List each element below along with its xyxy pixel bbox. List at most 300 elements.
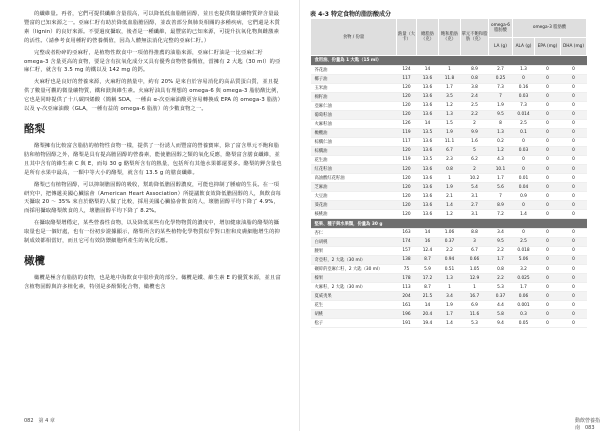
section-heading-olive: 橄欖 <box>24 254 45 267</box>
value-cell: 13.6 <box>417 101 439 110</box>
value-cell: 0 <box>561 274 587 283</box>
table-row <box>311 274 587 283</box>
value-cell: 0 <box>561 174 587 183</box>
value-cell: 1 <box>461 283 489 292</box>
value-cell: 120 <box>397 92 417 101</box>
value-cell: 0 <box>561 101 587 110</box>
food-name-cell: 杏仁 <box>311 228 397 237</box>
value-cell: 14 <box>417 301 439 310</box>
value-cell: 16 <box>417 237 439 246</box>
value-cell: 0.05 <box>513 319 535 328</box>
value-cell: 138 <box>397 255 417 264</box>
value-cell: 0 <box>561 119 587 128</box>
value-cell: 0.03 <box>513 146 535 155</box>
value-cell: 11.8 <box>439 74 461 83</box>
value-cell: 120 <box>397 174 417 183</box>
value-cell: 0 <box>535 301 561 310</box>
value-cell: 0 <box>561 110 587 119</box>
table-title: 表 4-3 特定食物的脂肪酸成分 <box>310 11 392 18</box>
table-row <box>311 319 587 328</box>
value-cell: 1.3 <box>439 110 461 119</box>
value-cell: 3.1 <box>461 210 489 219</box>
value-cell: 0 <box>535 264 561 273</box>
value-cell: 0.3 <box>513 310 535 319</box>
value-cell: 0.37 <box>489 292 513 301</box>
value-cell: 3.5 <box>439 92 461 101</box>
value-cell: 204 <box>397 292 417 301</box>
value-cell: 120 <box>397 83 417 92</box>
value-cell: 120 <box>397 183 417 192</box>
value-cell: 14 <box>417 65 439 74</box>
value-cell: 13.6 <box>417 74 439 83</box>
value-cell: 1.9 <box>439 301 461 310</box>
value-cell: 126 <box>397 119 417 128</box>
value-cell: 8.7 <box>417 255 439 264</box>
value-cell: 120 <box>397 210 417 219</box>
value-cell: 157 <box>397 246 417 255</box>
value-cell: 0 <box>513 137 535 146</box>
value-cell: 1 <box>439 174 461 183</box>
food-name-cell: 大豆油 <box>311 192 397 201</box>
food-name-cell: 橄欖油 <box>311 128 397 137</box>
value-cell: 0 <box>535 155 561 164</box>
value-cell: 13.6 <box>417 165 439 174</box>
paragraph: 完整或者粉碎的亞麻籽，是植物性飲食中一項值得推薦的油脂來源，亞麻仁籽油是一比亞麻仁籽 omega-3 含量更高的食物，要是含有抗氧化成分又具有優秀食物營養價值，當擁有 2 大匙（30 ml）的亞麻仁籽，就含有 3.5 mg 的鐵以及 142 mg 的鈣。 <box>24 49 281 74</box>
table-row <box>311 92 587 101</box>
value-cell: 17.2 <box>417 274 439 283</box>
value-cell: 0.51 <box>439 264 461 273</box>
value-cell: 124 <box>397 65 417 74</box>
value-cell: 5.6 <box>489 183 513 192</box>
value-cell: 3.1 <box>461 192 489 201</box>
value-cell: 1.4 <box>439 319 461 328</box>
value-cell: 0 <box>561 128 587 137</box>
value-cell: 0 <box>535 137 561 146</box>
value-cell: 0 <box>535 283 561 292</box>
table-section-header <box>311 219 587 229</box>
value-cell: 12.9 <box>461 274 489 283</box>
value-cell: 0.04 <box>513 183 535 192</box>
value-cell: 5.3 <box>489 283 513 292</box>
table-row <box>311 210 587 219</box>
value-cell: 0 <box>561 283 587 292</box>
left-text-column <box>24 10 284 295</box>
value-cell: 0.06 <box>513 292 535 301</box>
value-cell: 0 <box>513 201 535 210</box>
value-cell: 0 <box>535 310 561 319</box>
value-cell: 13.6 <box>417 174 439 183</box>
table-row <box>311 192 587 201</box>
paragraph: 橄欖是極含有脂肪的食物，也是地中海飲食中很珍貴的部分。橄欖是鐵、維生素 E 的優質來源，並且富含植物固醇與許多植化素，特別是多酚類化合物，橄欖也含 <box>24 274 281 290</box>
value-cell: 1.5 <box>439 119 461 128</box>
paragraph: 酪梨擁有比較富含脂肪的植物性食物一樣，提供了一份誘人而豐富的營養寶庫，除了富含單元不飽和脂肪和植物固醇之外，酪梨是具有提高膽固醇的營養素，能使膽固醇之類的氧化反應，酪梨富含膳食纖維，並且其中含有的維生素 C 與 E，而每 30 g 酪梨所含有的熱量，包括所有其他水果都還要多。酪梨的鉀含量也是所有水果中最高，一顆中等大小的酪梨，就含有 13.5 g 的膳食纖維。 <box>24 142 282 176</box>
value-cell: 0 <box>561 155 587 164</box>
value-cell: 0 <box>561 301 587 310</box>
value-cell: 0 <box>561 65 587 74</box>
value-cell: 11.6 <box>461 310 489 319</box>
header-epa: EPA (mg) <box>535 37 561 56</box>
value-cell: 7 <box>489 192 513 201</box>
value-cell: 7.3 <box>489 83 513 92</box>
value-cell: 117 <box>397 74 417 83</box>
table-row <box>311 264 587 273</box>
value-cell: 5.8 <box>489 310 513 319</box>
page-number-right: 動飲營養指南 083 <box>575 418 600 431</box>
table-row <box>311 301 587 310</box>
paragraph: 酪梨已有植物固醇，可以抑制膽固醇的吸收，幫助降低膽固醇濃度，可能也抑制了腫瘤的生長。在一項研究中，把傳遞美國心臟協會（American Heart Association）所提議飲食效降低膽固醇的人，與飲食每天攝取 20 〜 35% 來自於酪梨的人做了比較，採用美國心臟協會飲食的人，壞膽固醇平均下降了 4.9%，而採用攝取酪梨飲食的人，壞膽固醇平均下降了 8.2%。 <box>24 181 282 215</box>
value-cell: 16.7 <box>461 292 489 301</box>
value-cell: 0 <box>513 74 535 83</box>
food-name-cell: 胡桃 <box>311 310 397 319</box>
header-energy: 熱量（大卡） <box>397 19 417 56</box>
value-cell: 0 <box>561 201 587 210</box>
food-name-cell: 玉米油 <box>311 83 397 92</box>
food-name-cell: 火麻籽，2 大匙（30 ml） <box>311 283 397 292</box>
value-cell: 174 <box>397 237 417 246</box>
value-cell: 0 <box>535 246 561 255</box>
value-cell: 5.06 <box>513 255 535 264</box>
value-cell: 7.3 <box>513 101 535 110</box>
value-cell: 0 <box>561 92 587 101</box>
value-cell: 119 <box>397 128 417 137</box>
value-cell: 13.6 <box>417 210 439 219</box>
value-cell: 0 <box>535 146 561 155</box>
value-cell: 12.4 <box>417 246 439 255</box>
value-cell: 0.018 <box>513 246 535 255</box>
value-cell: 0 <box>561 192 587 201</box>
value-cell: 0 <box>561 137 587 146</box>
table-row <box>311 228 587 237</box>
value-cell: 0 <box>561 319 587 328</box>
value-cell: 1.05 <box>461 264 489 273</box>
value-cell: 0 <box>513 155 535 164</box>
value-cell: 1.06 <box>439 228 461 237</box>
value-cell: 196 <box>397 310 417 319</box>
right-page <box>300 0 600 431</box>
food-name-cell: 火麻籽油 <box>311 119 397 128</box>
value-cell: 13.6 <box>417 192 439 201</box>
paragraph: 火麻籽也是良好的營養來源，火麻籽的熱量中，約有 20% 是來自於容易消化的高品質蛋白質，並且提供了數量可觀的微量礦物質，鐵和鎂與維生素。火麻籽油具有理想的 omega-6 與 omega-3 脂肪酸比例，它也是同時提供了十八碳四烯酸（簡稱 SDA，一種由 α-次亞麻油酸更容易轉換成 EPA 的 omega-3 脂肪）以及 γ-次亞麻油酸（GLA，一種有益的 omega-6 脂肪）的少數食物之一。 <box>24 79 284 113</box>
value-cell: 9.9 <box>461 128 489 137</box>
value-cell: 0 <box>513 228 535 237</box>
value-cell: 0 <box>535 228 561 237</box>
value-cell: 0 <box>561 264 587 273</box>
fatty-acid-table <box>310 18 586 328</box>
value-cell: 178 <box>397 274 417 283</box>
food-name-cell: 葡萄籽油 <box>311 110 397 119</box>
value-cell: 0 <box>535 92 561 101</box>
value-cell: 3.4 <box>439 292 461 301</box>
value-cell: 8.9 <box>489 201 513 210</box>
food-name-cell: 椰子油 <box>311 74 397 83</box>
value-cell: 3.4 <box>489 228 513 237</box>
food-name-cell: 核桃油 <box>311 210 397 219</box>
table-row <box>311 128 587 137</box>
value-cell: 20.4 <box>417 310 439 319</box>
paragraph: 在攝取酪梨增穩定，某些營養性食物，以及降低某些有化學物物質的濃度中，增加健康油脂的酪梨的攝取量也是一個好處，也有一份初步證據顯示，酪梨所含的某些植物化學物質似乎對口腔和皮膚細胞增生的抑制成效都相當好，而且它可有效防禦細胞所產生的氧化反應。 <box>24 220 281 245</box>
value-cell: 13.6 <box>417 83 439 92</box>
table-row <box>311 255 587 264</box>
value-cell: 13.6 <box>417 137 439 146</box>
value-cell: 0 <box>561 83 587 92</box>
value-cell: 0 <box>513 165 535 174</box>
value-cell: 0 <box>535 210 561 219</box>
value-cell: 8.8 <box>461 228 489 237</box>
value-cell: 120 <box>397 201 417 210</box>
value-cell: 0 <box>535 165 561 174</box>
value-cell: 0 <box>561 210 587 219</box>
value-cell: 21.5 <box>417 292 439 301</box>
value-cell: 2.5 <box>513 119 535 128</box>
header-ala: ALA (g) <box>513 37 535 56</box>
value-cell: 0 <box>535 83 561 92</box>
table-row <box>311 310 587 319</box>
table-row <box>311 183 587 192</box>
value-cell: 0.66 <box>461 255 489 264</box>
value-cell: 120 <box>397 165 417 174</box>
value-cell: 2.5 <box>461 101 489 110</box>
value-cell: 0 <box>535 292 561 301</box>
value-cell: 1.9 <box>439 183 461 192</box>
value-cell: 13.5 <box>417 155 439 164</box>
food-name-cell: 葵花油 <box>311 201 397 210</box>
value-cell: 0 <box>561 74 587 83</box>
value-cell: 0.014 <box>513 110 535 119</box>
value-cell: 2.2 <box>439 246 461 255</box>
value-cell: 0 <box>561 310 587 319</box>
food-name-cell: 榛果 <box>311 274 397 283</box>
value-cell: 7 <box>489 92 513 101</box>
value-cell: 2.2 <box>461 110 489 119</box>
food-name-cell: 棕櫚油 <box>311 146 397 155</box>
value-cell: 2 <box>461 165 489 174</box>
value-cell: 0 <box>535 65 561 74</box>
table-row <box>311 201 587 210</box>
value-cell: 8.7 <box>417 283 439 292</box>
value-cell: 5.9 <box>417 264 439 273</box>
value-cell: 1.2 <box>439 101 461 110</box>
value-cell: 1.2 <box>489 146 513 155</box>
header-omega3: omega-3 脂肪酸 <box>513 19 587 38</box>
value-cell: 0.8 <box>461 74 489 83</box>
value-cell: 6.7 <box>439 146 461 155</box>
section-title: 食用油、份量為 1 大匙（15 ml） <box>311 56 587 66</box>
food-name-cell: 碾碎的亞麻仁籽，2 大匙（30 ml） <box>311 264 397 273</box>
value-cell: 10.1 <box>489 165 513 174</box>
value-cell: 1.4 <box>439 201 461 210</box>
value-cell: 0.2 <box>489 137 513 146</box>
value-cell: 113 <box>397 283 417 292</box>
value-cell: 1.3 <box>489 128 513 137</box>
value-cell: 1 <box>439 283 461 292</box>
value-cell: 1.9 <box>439 128 461 137</box>
value-cell: 13.5 <box>417 128 439 137</box>
value-cell: 14 <box>417 119 439 128</box>
value-cell: 3 <box>461 237 489 246</box>
value-cell: 2.4 <box>461 92 489 101</box>
value-cell: 10.2 <box>461 174 489 183</box>
header-la: LA (g) <box>489 37 513 56</box>
value-cell: 13.6 <box>417 92 439 101</box>
value-cell: 75 <box>397 264 417 273</box>
value-cell: 0.1 <box>513 128 535 137</box>
value-cell: 1.2 <box>439 210 461 219</box>
table-row <box>311 292 587 301</box>
value-cell: 4.4 <box>489 301 513 310</box>
value-cell: 0 <box>535 183 561 192</box>
table-row <box>311 110 587 119</box>
header-food: 食物 / 份量 <box>311 19 397 56</box>
value-cell: 0 <box>561 237 587 246</box>
value-cell: 8 <box>489 119 513 128</box>
value-cell: 1.3 <box>513 65 535 74</box>
table-row <box>311 74 587 83</box>
value-cell: 9.5 <box>489 110 513 119</box>
value-cell: 1.7 <box>489 255 513 264</box>
value-cell: 0 <box>561 228 587 237</box>
value-cell: 0 <box>535 119 561 128</box>
value-cell: 5 <box>461 146 489 155</box>
value-cell: 0 <box>535 201 561 210</box>
food-name-cell: 夏威夷果 <box>311 292 397 301</box>
value-cell: 5.3 <box>461 319 489 328</box>
header-saturated-fat: 飽和脂肪（克） <box>439 19 461 56</box>
value-cell: 2 <box>461 119 489 128</box>
value-cell: 6.7 <box>461 246 489 255</box>
table-row <box>311 283 587 292</box>
value-cell: 120 <box>397 146 417 155</box>
table-row <box>311 246 587 255</box>
header-mufa: 單元不飽和脂肪（克） <box>461 19 489 56</box>
value-cell: 6.2 <box>461 155 489 164</box>
value-cell: 0.8 <box>489 264 513 273</box>
value-cell: 2.5 <box>513 237 535 246</box>
value-cell: 13.6 <box>417 201 439 210</box>
table-row <box>311 119 587 128</box>
value-cell: 0 <box>535 110 561 119</box>
value-cell: 1.4 <box>513 210 535 219</box>
value-cell: 0 <box>561 292 587 301</box>
table-row <box>311 155 587 164</box>
value-cell: 163 <box>397 228 417 237</box>
value-cell: 3.2 <box>513 264 535 273</box>
food-name-cell: 棕櫚仁油 <box>311 137 397 146</box>
value-cell: 0 <box>561 146 587 155</box>
table-row <box>311 146 587 155</box>
food-name-cell: 白胡桃 <box>311 237 397 246</box>
food-name-cell: 芝麻油 <box>311 183 397 192</box>
value-cell: 8.9 <box>461 65 489 74</box>
table-row <box>311 174 587 183</box>
value-cell: 1 <box>439 65 461 74</box>
paragraph: 的纖維量。再者，它們可提供纖維含量很高，可以降低低血脂膽固醇，並且也提供微量礦物質鋅含量最豐富的已知來源之一。亞麻仁籽有助於降低血脂膽固醇，並改善部分與肺炎相關的多種疾病，它們還是木質素（lignin）的良好來源。不要過度攝取，後者是一種纖維，最豐富的已知來源，可提升抗氧化物與雌激素的活性。（請參考食用種籽的營養價值，因為人體無法消化完整的亞麻仁籽。） <box>24 11 281 44</box>
food-name-cell: 腰果 <box>311 246 397 255</box>
food-name-cell: 松子 <box>311 319 397 328</box>
value-cell: 6.9 <box>461 301 489 310</box>
value-cell: 120 <box>397 101 417 110</box>
food-name-cell: 花生 <box>311 301 397 310</box>
value-cell: 0.025 <box>513 274 535 283</box>
table-row <box>311 101 587 110</box>
value-cell: 117 <box>397 137 417 146</box>
value-cell: 1.7 <box>439 83 461 92</box>
value-cell: 0.01 <box>513 174 535 183</box>
value-cell: 120 <box>397 192 417 201</box>
value-cell: 1.7 <box>489 174 513 183</box>
header-dha: DHA (mg) <box>561 37 587 56</box>
value-cell: 120 <box>397 110 417 119</box>
table-body <box>311 56 587 328</box>
section-title: 堅果、種子與水果類，份量為 30 g <box>311 219 587 229</box>
value-cell: 0.37 <box>439 237 461 246</box>
value-cell: 1.7 <box>439 310 461 319</box>
value-cell: 191 <box>397 319 417 328</box>
value-cell: 1.9 <box>489 101 513 110</box>
value-cell: 0.94 <box>439 255 461 264</box>
value-cell: 0 <box>535 174 561 183</box>
value-cell: 119 <box>397 155 417 164</box>
value-cell: 0 <box>535 74 561 83</box>
value-cell: 2.7 <box>461 201 489 210</box>
value-cell: 2.3 <box>439 155 461 164</box>
table-row <box>311 165 587 174</box>
value-cell: 0 <box>561 255 587 264</box>
value-cell: 14 <box>417 228 439 237</box>
value-cell: 0 <box>561 246 587 255</box>
food-name-cell: 芥花油 <box>311 65 397 74</box>
value-cell: 9.4 <box>489 319 513 328</box>
value-cell: 0 <box>535 101 561 110</box>
value-cell: 0.03 <box>513 92 535 101</box>
table-row <box>311 237 587 246</box>
value-cell: 0 <box>535 192 561 201</box>
value-cell: 13.6 <box>417 110 439 119</box>
value-cell: 0.001 <box>513 301 535 310</box>
table-row <box>311 137 587 146</box>
value-cell: 0 <box>561 183 587 192</box>
value-cell: 0 <box>535 237 561 246</box>
value-cell: 2.7 <box>489 65 513 74</box>
value-cell: 7.2 <box>489 210 513 219</box>
section-heading-avocado: 酪梨 <box>24 122 45 135</box>
value-cell: 9.5 <box>489 237 513 246</box>
value-cell: 13.6 <box>417 183 439 192</box>
value-cell: 4.3 <box>489 155 513 164</box>
food-name-cell: 花生油 <box>311 155 397 164</box>
value-cell: 3.8 <box>461 83 489 92</box>
value-cell: 0.8 <box>439 165 461 174</box>
value-cell: 0.25 <box>489 74 513 83</box>
value-cell: 0 <box>535 319 561 328</box>
value-cell: 13.6 <box>417 146 439 155</box>
value-cell: 0 <box>535 128 561 137</box>
value-cell: 161 <box>397 301 417 310</box>
table-section-header <box>311 56 587 66</box>
value-cell: 0 <box>561 165 587 174</box>
value-cell: 0 <box>535 274 561 283</box>
value-cell: 1.7 <box>513 283 535 292</box>
food-name-cell: 亞麻仁油 <box>311 101 397 110</box>
food-name-cell: 奇亞籽，2 大匙（30 ml） <box>311 255 397 264</box>
value-cell: 0 <box>535 255 561 264</box>
page-number-left: 082 第 4 章 <box>24 418 55 424</box>
header-omega6: omega-6 脂肪酸 <box>489 19 513 38</box>
value-cell: 11.1 <box>439 137 461 146</box>
food-name-cell: 紅花籽油 <box>311 165 397 174</box>
value-cell: 2.2 <box>489 246 513 255</box>
value-cell: 1.3 <box>439 274 461 283</box>
value-cell: 0.16 <box>513 83 535 92</box>
